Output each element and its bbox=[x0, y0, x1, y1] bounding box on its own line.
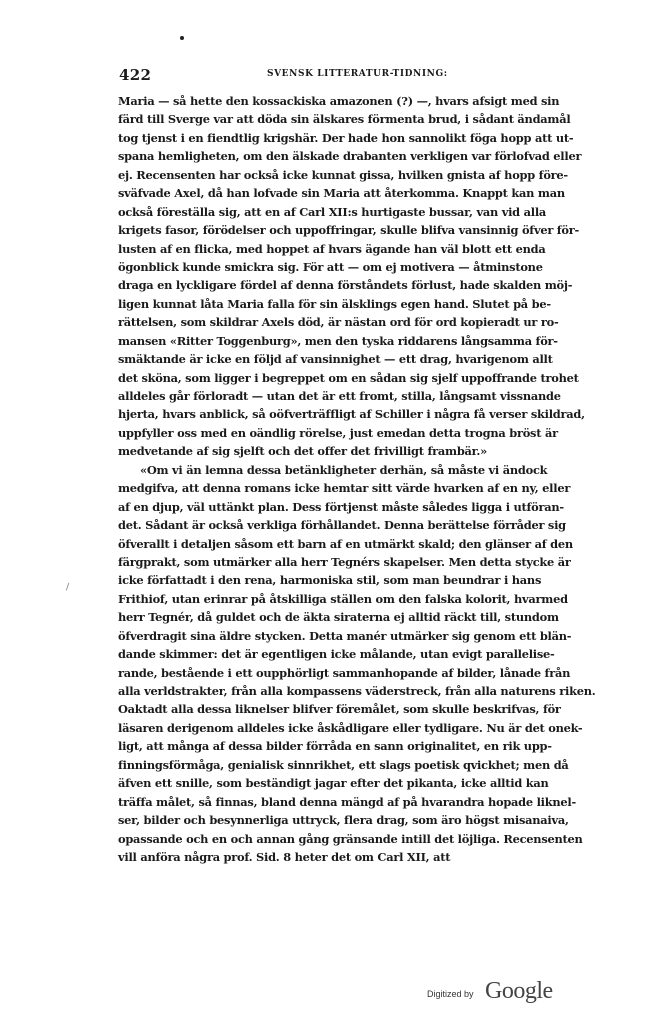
text-line: draga en lyckligare fördel af denna förståndets förlust, hade skalden möj- bbox=[118, 278, 573, 293]
text-line: ligen kunnat låta Maria falla för sin älsklings egen hand. Slutet på be- bbox=[118, 296, 551, 311]
text-line: det sköna, som ligger i begreppet om en sådan sig sjelf uppoffrande trohet bbox=[118, 370, 579, 385]
text-line: lusten af en flicka, med hoppet af hvars ägande han väl blott ett enda bbox=[118, 241, 546, 256]
text-line: rättelsen, som skildrar Axels död, är nästan ord för ord kopieradt ur ro- bbox=[118, 315, 559, 330]
text-line: dande skimmer: det är egentligen icke målande, utan evigt parallelise- bbox=[118, 647, 555, 662]
text-line: färd till Sverge var att döda sin älskares förmenta brud, i sådant ändamål bbox=[118, 112, 571, 127]
text-line: ögonblick kunde smickra sig. För att — om ej motivera — åtminstone bbox=[118, 259, 543, 274]
text-line: af en djup, väl uttänkt plan. Dess förtjenst måste således ligga i utföran- bbox=[118, 499, 564, 514]
text-line: också föreställa sig, att en af Carl XII:s hurtigaste bussar, van vid alla bbox=[118, 204, 547, 219]
text-line: Maria — så hette den kossackiska amazonen (?) —, hvars afsigt med sin bbox=[118, 94, 560, 108]
page-header bbox=[119, 66, 535, 82]
text-line: Frithiof, utan erinrar på åtskilliga ställen om den falska kolorit, hvarmed bbox=[118, 591, 568, 606]
text-line: träffa målet, så finnas, bland denna mängd af på hvarandra hopade liknel- bbox=[118, 794, 576, 809]
google-logo: Google bbox=[485, 978, 553, 1004]
text-line: smäktande är icke en följd af vansinnighet — ett drag, hvarigenom allt bbox=[118, 352, 553, 367]
text-line: alla verldstrakter, från alla kompassens väderstreck, från alla naturens riken. bbox=[118, 684, 596, 698]
text-line: tog tjenst i en fiendtlig krigshär. Der hade hon sannolikt föga hopp att ut- bbox=[118, 130, 574, 145]
text-line: «Om vi än lemna dessa betänkligheter derhän, så måste vi ändock bbox=[140, 462, 548, 477]
text-line: spana hemligheten, om den älskade drabanten verkligen var förlofvad eller bbox=[118, 149, 582, 164]
text-line: läsaren derigenom alldeles icke åskådligare eller tydligare. Nu är det onek- bbox=[118, 720, 583, 735]
text-line: Oaktadt alla dessa liknelser blifver föremålet, som skulle beskrifvas, för bbox=[118, 702, 561, 717]
text-line: färgprakt, som utmärker alla herr Tegnérs skapelser. Men detta stycke är bbox=[118, 554, 571, 569]
text-line: sväfvade Axel, då han lofvade sin Maria att återkomma. Knappt kan man bbox=[118, 186, 565, 201]
text-line: mansen «Ritter Toggenburg», men den tyska riddarens långsamma för- bbox=[118, 333, 558, 348]
text-line: hjerta, hvars anblick, så oöfverträffligt af Schiller i några få verser skildrad, bbox=[118, 407, 585, 422]
text-line: öfverdragit sina äldre stycken. Detta manér utmärker sig genom ett blän- bbox=[118, 628, 572, 643]
body-text bbox=[118, 92, 596, 866]
text-line: icke författadt i den rena, harmoniska stil, som man beundrar i hans bbox=[118, 573, 542, 588]
text-line: vill anföra några prof. Sid. 8 heter det om Carl XII, att bbox=[118, 849, 451, 864]
text-line: uppfyller oss med en oändlig rörelse, just emedan detta trogna bröst är bbox=[118, 425, 558, 440]
text-line: medgifva, att denna romans icke hemtar sitt värde hvarken af en ny, eller bbox=[118, 481, 571, 496]
text-line: rande, bestående i ett oupphörligt sammanhopande af bilder, lånade från bbox=[118, 665, 571, 680]
page-number: 422 bbox=[119, 66, 152, 84]
digitized-by-google-mark bbox=[427, 977, 587, 1005]
text-line: finningsförmåga, genialisk sinnrikhet, ett slags poetisk qvickhet; men då bbox=[118, 757, 569, 772]
text-line: ser, bilder och besynnerliga uttryck, flera drag, som äro högst misanaiva, bbox=[118, 813, 569, 828]
text-line: det. Sådant är också verkliga förhållandet. Denna berättelse förråder sig bbox=[118, 518, 566, 533]
text-line: ligt, att många af dessa bilder förråda en sann originalitet, en rik upp- bbox=[118, 739, 552, 754]
text-line: medvetande af sig sjelft och det offer det frivilligt frambär.» bbox=[118, 444, 487, 459]
text-line: öfverallt i detaljen såsom ett barn af en utmärkt skald; den glänser af den bbox=[118, 536, 573, 551]
text-line: ej. Recensenten har också icke kunnat gissa, hvilken gnista af hopp före- bbox=[118, 167, 568, 182]
text-line: herr Tegnér, då guldet och de äkta siraterna ej alltid räckt till, stundom bbox=[118, 610, 559, 625]
ink-dot bbox=[180, 36, 184, 40]
text-line: krigets fasor, förödelser och uppoffringar, skulle blifva vansinnig öfver för- bbox=[118, 223, 580, 238]
text-line: äfven ett snille, som beständigt jagar efter det pikanta, icke alltid kan bbox=[118, 776, 549, 791]
text-line: opassande och en och annan gång gränsande intill det löjliga. Recensenten bbox=[118, 831, 583, 846]
margin-mark bbox=[66, 583, 71, 592]
digitized-label: Digitized by bbox=[427, 989, 474, 999]
running-title: SVENSK LITTERATUR-TIDNING: bbox=[267, 69, 448, 79]
text-line: alldeles går förloradt — utan det är ett fromt, stilla, långsamt vissnande bbox=[118, 389, 561, 403]
